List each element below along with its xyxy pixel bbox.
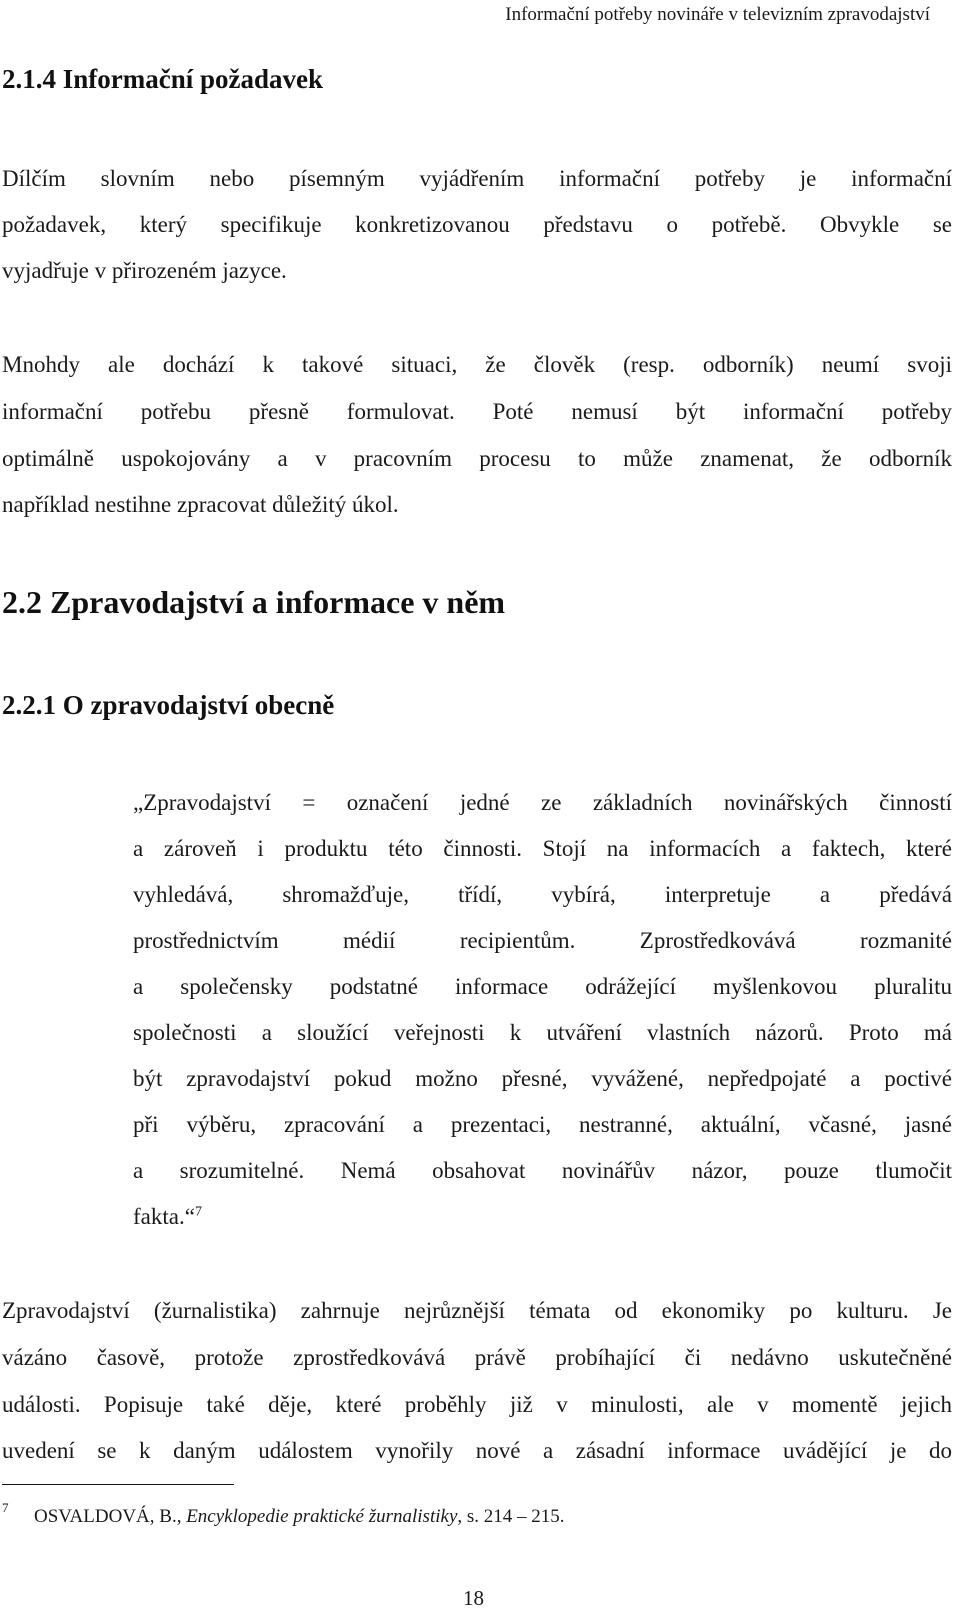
running-header: Informační potřeby novináře v televizním zpravodajství <box>505 4 930 25</box>
quote-line: a společensky podstatné informace odrážející myšlenkovou pluralitu <box>133 974 952 999</box>
footnote-text <box>34 1506 565 1528</box>
quote-line: společnosti a sloužící veřejnosti k utváření vlastních názorů. Proto má <box>133 1020 952 1045</box>
footnote-title: Encyklopedie praktické žurnalistiky <box>186 1506 458 1527</box>
paragraph-line: uvedení se k daným událostem vynořily nové a zásadní informace uvádějící je do <box>2 1438 952 1463</box>
paragraph-line: události. Popisuje také děje, které proběhly již v minulosti, ale v momentě jejich <box>2 1392 952 1417</box>
footnote-reference[interactable]: 7 <box>194 1204 202 1220</box>
footnote-number: 7 <box>2 1500 9 1515</box>
paragraph-line: například nestihne zpracovat důležitý úkol. <box>2 492 399 517</box>
paragraph-line: Zpravodajství (žurnalistika) zahrnuje nejrůznější témata od ekonomiky po kulturu. Je <box>2 1298 952 1323</box>
paragraph-line: Dílčím slovním nebo písemným vyjádřením informační potřeby je informační <box>2 166 952 191</box>
heading-2-2: 2.2 Zpravodajství a informace v něm <box>2 584 506 620</box>
heading-2-2-1: 2.2.1 O zpravodajství obecně <box>2 690 335 720</box>
footnote-pages: , s. 214 – 215. <box>457 1506 565 1527</box>
paragraph-line: optimálně uspokojovány a v pracovním procesu to může znamenat, že odborník <box>2 446 952 471</box>
paragraph-line: informační potřebu přesně formulovat. Poté nemusí být informační potřeby <box>2 399 952 424</box>
paragraph-line: vyjadřuje v přirozeném jazyce. <box>2 258 287 283</box>
heading-2-1-4: 2.1.4 Informační požadavek <box>2 64 324 94</box>
paragraph-line: Mnohdy ale dochází k takové situaci, že člověk (resp. odborník) neumí svoji <box>2 352 952 377</box>
paragraph-line: vázáno časově, protože zprostředkovává právě probíhající či nedávno uskutečněné <box>2 1345 952 1370</box>
footnote-separator <box>2 1484 234 1485</box>
quote-line: být zpravodajství pokud možno přesné, vyvážené, nepředpojaté a poctivé <box>133 1066 952 1091</box>
quote-line: a srozumitelné. Nemá obsahovat novinářův názor, pouze tlumočit <box>133 1158 952 1183</box>
quote-end: fakta.“ <box>133 1204 195 1229</box>
footnote-author: OSVALDOVÁ, B., <box>34 1506 182 1527</box>
paragraph-line: požadavek, který specifikuje konkretizovanou představu o potřebě. Obvykle se <box>2 212 952 237</box>
quote-line: při výběru, zpracování a prezentaci, nestranné, aktuální, včasné, jasné <box>133 1112 952 1137</box>
page-number: 18 <box>463 1586 484 1610</box>
quote-line: prostřednictvím médií recipientům. Zprostředkovává rozmanité <box>133 928 952 953</box>
quote-line <box>133 1204 952 1230</box>
quote-line: „Zpravodajství = označení jedné ze základních novinářských činností <box>133 790 952 815</box>
quote-line: a zároveň i produktu této činnosti. Stojí na informacích a faktech, které <box>133 836 952 861</box>
quote-line: vyhledává, shromažďuje, třídí, vybírá, interpretuje a předává <box>133 882 952 907</box>
